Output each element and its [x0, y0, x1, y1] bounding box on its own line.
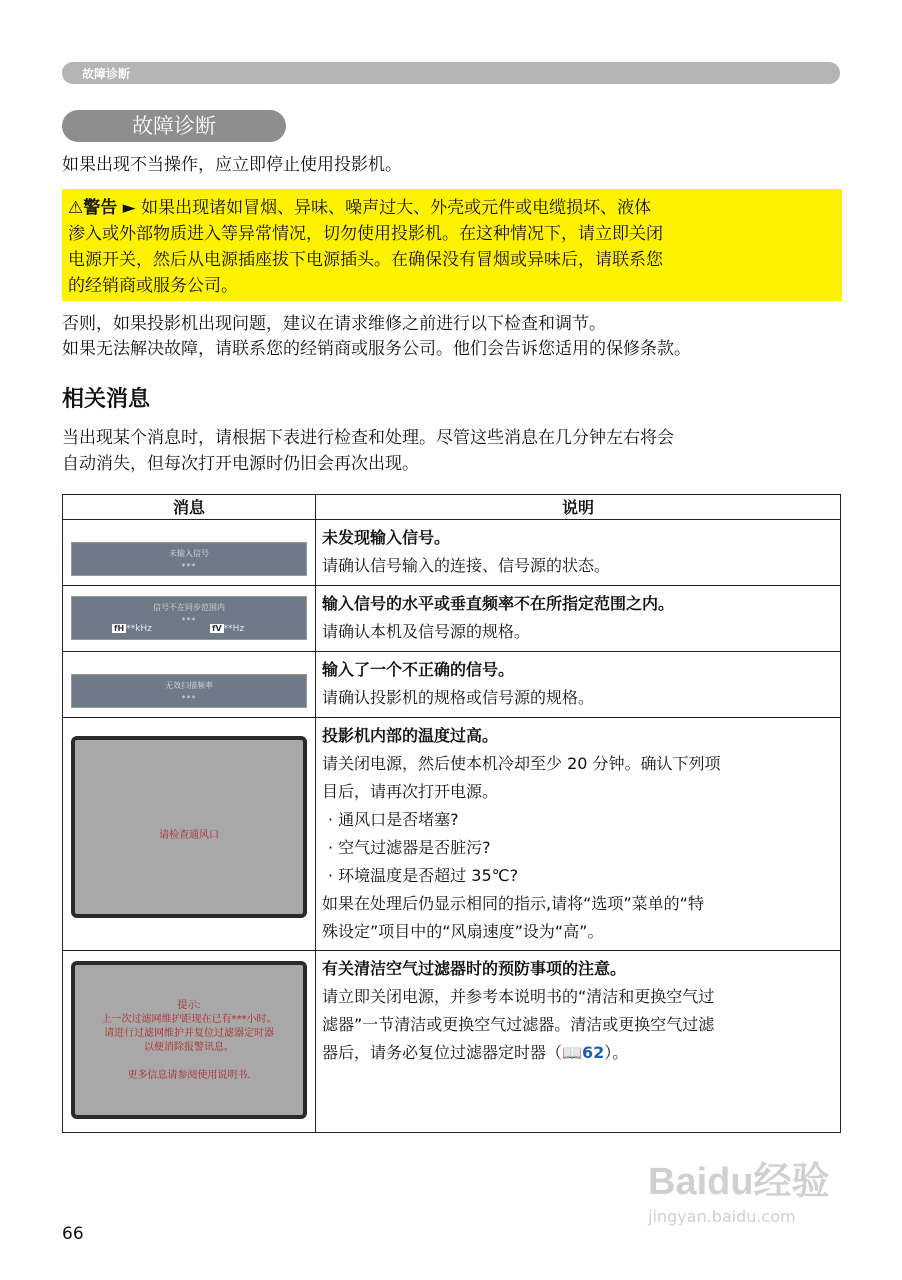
table-row	[63, 951, 841, 1133]
screen-text: 上一次过滤网维护距现在已有***小时。	[101, 1014, 277, 1025]
description-cell	[316, 586, 841, 652]
description-title: 投影机内部的温度过高。	[322, 726, 499, 745]
message-screen	[71, 736, 307, 918]
arrow-icon: ►	[122, 198, 136, 218]
table-row	[63, 718, 841, 951]
header-title: 故障诊断	[82, 67, 131, 81]
description-line: 如果在处理后仍显示相同的指示,请将“选项”菜单的“特	[322, 894, 704, 913]
message-image-cell	[63, 951, 316, 1133]
screen-text: 提示:	[177, 1000, 201, 1011]
screen-stars: ***	[181, 694, 197, 703]
screen-text: 信号不在同步范围内	[153, 603, 225, 612]
screen-stars: ***	[181, 562, 197, 571]
description-line	[322, 1039, 834, 1067]
message-image-cell	[63, 718, 316, 951]
fh-value: **kHz	[126, 624, 152, 634]
table-row	[63, 652, 841, 718]
table-row	[63, 520, 841, 586]
description-title: 未发现输入信号。	[322, 528, 451, 547]
paragraph-line: 当出现某个消息时，请根据下表进行检查和处理。尽管这些消息在几分钟左右将会	[62, 428, 674, 448]
check-item: · 空气过滤器是否脏污?	[328, 838, 491, 857]
description-title: 输入信号的水平或垂直频率不在所指定范围之内。	[322, 594, 675, 613]
messages-table	[62, 494, 841, 1133]
description-line: 请立即关闭电源，并参考本说明书的“清洁和更换空气过	[322, 987, 715, 1006]
paragraph-line: 自动消失，但每次打开电源时仍旧会再次出现。	[62, 454, 419, 474]
screen-text: 以便消除报警讯息。	[144, 1042, 234, 1053]
watermark-logo: Baidu经验	[648, 1161, 830, 1203]
warning-line: 渗入或外部物质进入等异常情况，切勿使用投影机。在这种情况下，请立即关闭	[68, 224, 663, 244]
fv-value: **Hz	[223, 624, 245, 634]
header-bar	[62, 62, 840, 84]
page-number: 66	[62, 1224, 84, 1244]
table-row	[63, 586, 841, 652]
check-item: · 环境温度是否超过 35℃?	[328, 866, 519, 885]
check-item: · 通风口是否堵塞?	[328, 810, 459, 829]
description-cell	[316, 951, 841, 1133]
watermark	[648, 1150, 848, 1250]
book-icon: 📖	[562, 1043, 582, 1062]
description-text: ）。	[604, 1043, 629, 1062]
related-messages-heading: 相关消息	[62, 387, 151, 412]
message-image-cell	[63, 586, 316, 652]
description-cell	[316, 652, 841, 718]
v-frequency-readout	[210, 622, 244, 636]
warning-line: 的经销商或服务公司。	[68, 276, 238, 296]
message-screen	[71, 674, 307, 708]
warning-box	[62, 189, 842, 301]
watermark-url: jingyan.baidu.com	[648, 1207, 796, 1226]
description-cell	[316, 718, 841, 951]
warning-label: ⚠警告	[68, 198, 118, 218]
message-image-cell	[63, 520, 316, 586]
description-line: 滤器”一节清洁或更换空气过滤器。清洁或更换空气过滤	[322, 1015, 715, 1034]
section-title: 故障诊断	[62, 110, 286, 142]
paragraph-line: 否则，如果投影机出现问题，建议在请求维修之前进行以下检查和调节。	[62, 314, 606, 334]
message-screen	[71, 961, 307, 1119]
screen-stars: ***	[181, 616, 197, 625]
fh-icon: fH	[114, 624, 125, 633]
page-reference-link[interactable]: 62	[581, 1043, 605, 1062]
warning-line: 电源开关，然后从电源插座拔下电源插头。在确保没有冒烟或异味后，请联系您	[68, 250, 663, 270]
description-line: 目后，请再次打开电源。	[322, 782, 499, 801]
warning-line: 如果出现诸如冒烟、异味、噪声过大、外壳或元件或电缆损坏、液体	[141, 198, 652, 218]
description-text: 器后，请务必复位过滤器定时器（	[322, 1043, 563, 1062]
description-line: 请确认信号输入的连接、信号源的状态。	[322, 556, 611, 575]
description-cell	[316, 520, 841, 586]
troubleshoot-note	[62, 312, 691, 362]
fv-icon: fV	[212, 624, 222, 633]
h-frequency-readout	[112, 622, 152, 636]
message-screen	[71, 596, 307, 640]
description-line: 请确认投影机的规格或信号源的规格。	[322, 688, 595, 707]
column-header-description: 说明	[316, 495, 841, 520]
description-line: 请确认本机及信号源的规格。	[322, 622, 531, 641]
table-header-row	[63, 495, 841, 520]
description-title: 输入了一个不正确的信号。	[322, 660, 515, 679]
intro-text: 如果出现不当操作，应立即停止使用投影机。	[62, 155, 402, 175]
screen-text: 更多信息请参阅使用说明书.	[127, 1070, 251, 1081]
message-image-cell	[63, 652, 316, 718]
screen-text: 请检查通风口	[159, 830, 219, 841]
message-screen	[71, 542, 307, 576]
screen-text: 未输入信号	[169, 549, 209, 558]
column-header-message: 消息	[63, 495, 316, 520]
messages-intro	[62, 425, 842, 477]
description-line: 殊设定”项目中的“风扇速度”设为“高”。	[322, 922, 604, 941]
description-title: 有关清洁空气过滤器时的预防事项的注意。	[322, 959, 627, 978]
description-line: 请关闭电源，然后使本机冷却至少 20 分钟。确认下列项	[322, 754, 721, 773]
paragraph-line: 如果无法解决故障，请联系您的经销商或服务公司。他们会告诉您适用的保修条款。	[62, 339, 691, 359]
screen-text: 无效扫描频率	[165, 681, 213, 690]
screen-text: 请进行过滤网维护并复位过滤器定时器	[104, 1028, 274, 1039]
